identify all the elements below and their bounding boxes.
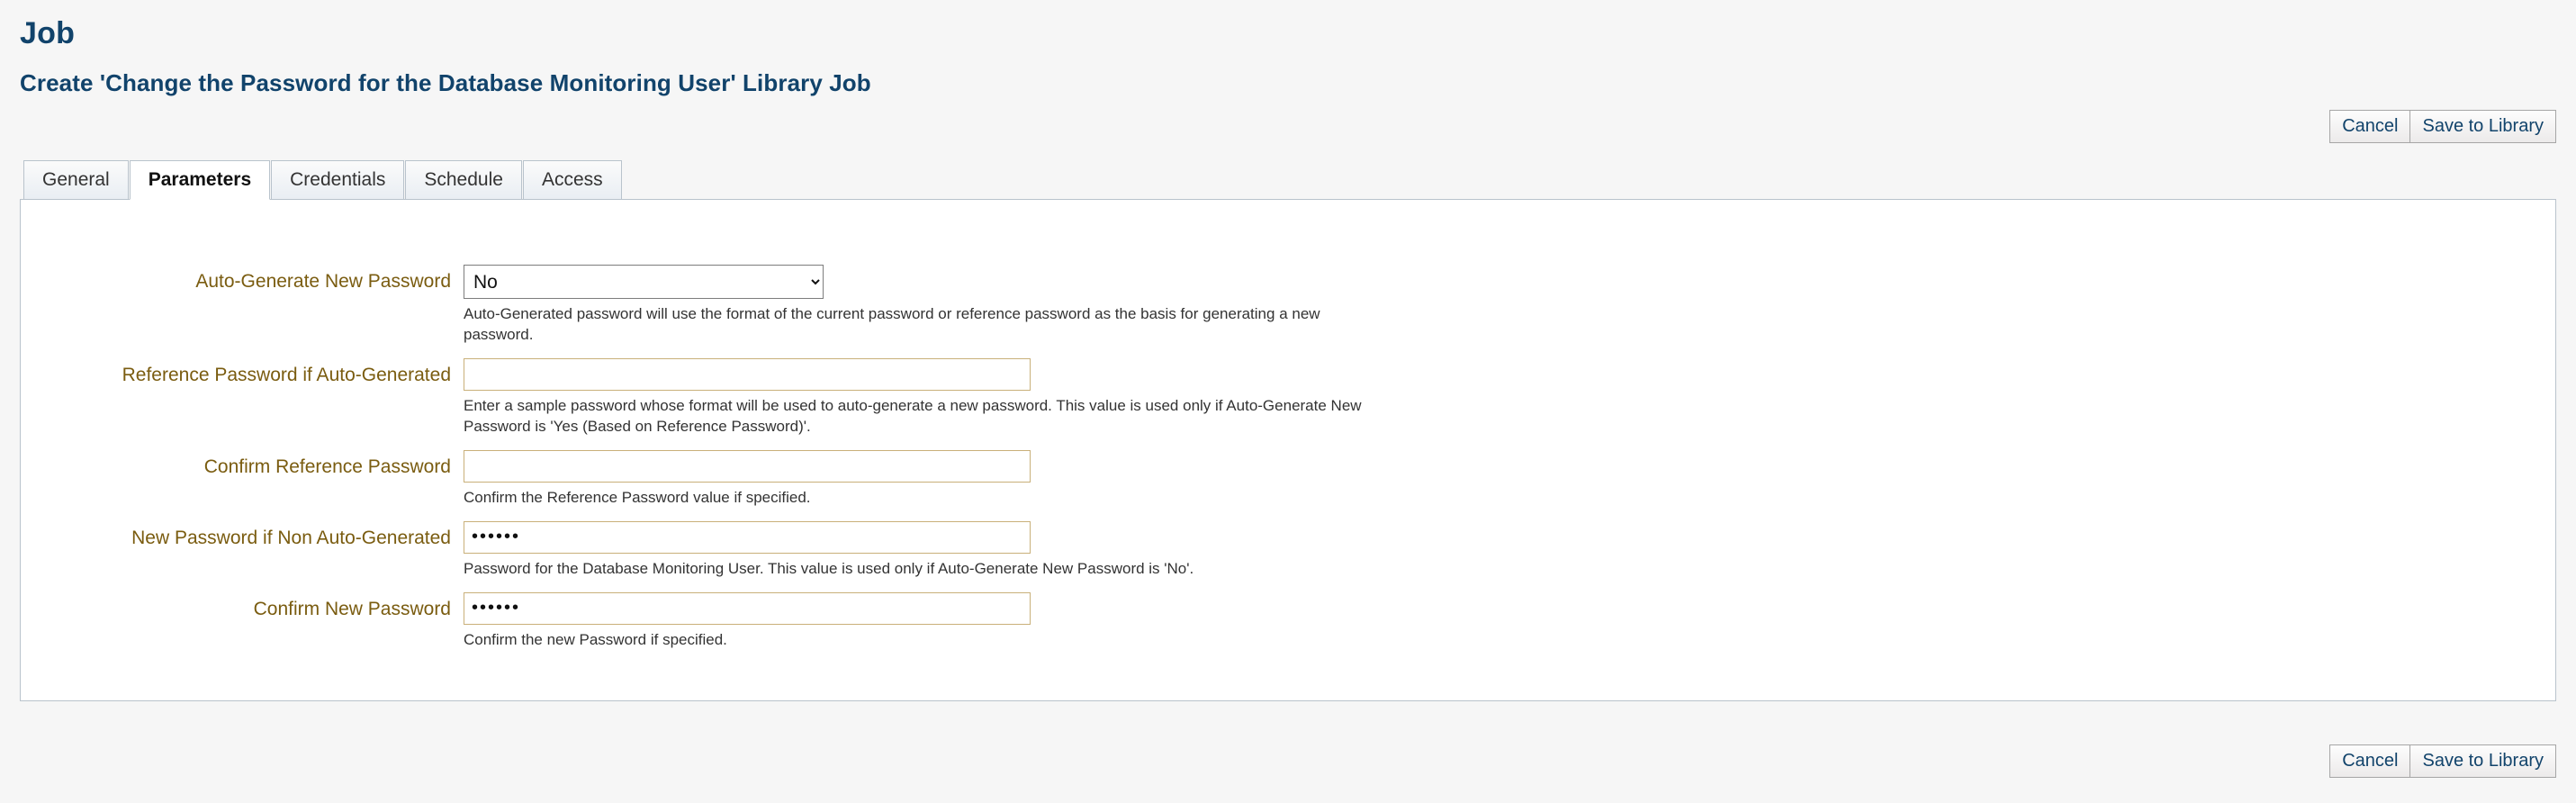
confirm-reference-password-input[interactable] — [464, 450, 1031, 483]
cancel-button-bottom[interactable]: Cancel — [2329, 744, 2410, 778]
hint-reference-password: Enter a sample password whose format will be used to auto-generate a new password. This value is used only if Auto-Generate New Password is 'Yes (Based on Reference Password)'. — [464, 397, 1362, 435]
row-confirm-reference-password — [21, 450, 2555, 521]
hint-new-password: Password for the Database Monitoring User. This value is used only if Auto-Generate New Password is 'No'. — [464, 559, 1194, 577]
tab-credentials[interactable]: Credentials — [271, 160, 404, 200]
parameters-form — [21, 200, 2555, 663]
top-action-bar — [20, 110, 2556, 143]
tab-access[interactable]: Access — [523, 160, 622, 200]
label-auto-generate-new-password: Auto-Generate New Password — [195, 271, 451, 293]
row-auto-generate-new-password — [21, 265, 2555, 358]
bottom-action-bar — [2329, 744, 2556, 778]
new-password-input[interactable] — [464, 521, 1031, 554]
row-confirm-new-password — [21, 592, 2555, 663]
tab-schedule[interactable]: Schedule — [405, 160, 522, 200]
hint-auto-generate-new-password: Auto-Generated password will use the format of the current password or reference password as the basis for generating a new password. — [464, 305, 1320, 344]
auto-generate-new-password-select[interactable] — [464, 265, 824, 299]
hint-confirm-new-password: Confirm the new Password if specified. — [464, 630, 727, 648]
page-subtitle: Create 'Change the Password for the Database Monitoring User' Library Job — [20, 69, 871, 96]
cancel-button-top[interactable]: Cancel — [2329, 110, 2410, 143]
label-confirm-new-password: Confirm New Password — [253, 598, 451, 619]
label-confirm-reference-password: Confirm Reference Password — [203, 456, 451, 477]
parameters-panel — [20, 199, 2556, 701]
tab-general[interactable]: General — [23, 160, 129, 200]
tab-bar — [20, 159, 2556, 199]
hint-confirm-reference-password: Confirm the Reference Password value if specified. — [464, 488, 811, 506]
confirm-new-password-input[interactable] — [464, 592, 1031, 625]
page-title: Job — [20, 16, 76, 50]
row-reference-password — [21, 358, 2555, 450]
label-reference-password: Reference Password if Auto-Generated — [122, 365, 451, 386]
label-new-password: New Password if Non Auto-Generated — [131, 527, 451, 548]
save-to-library-button-top[interactable]: Save to Library — [2410, 110, 2556, 143]
reference-password-input[interactable] — [464, 358, 1031, 391]
tab-parameters[interactable]: Parameters — [130, 160, 270, 200]
row-new-password — [21, 521, 2555, 592]
save-to-library-button-bottom[interactable]: Save to Library — [2410, 744, 2556, 778]
